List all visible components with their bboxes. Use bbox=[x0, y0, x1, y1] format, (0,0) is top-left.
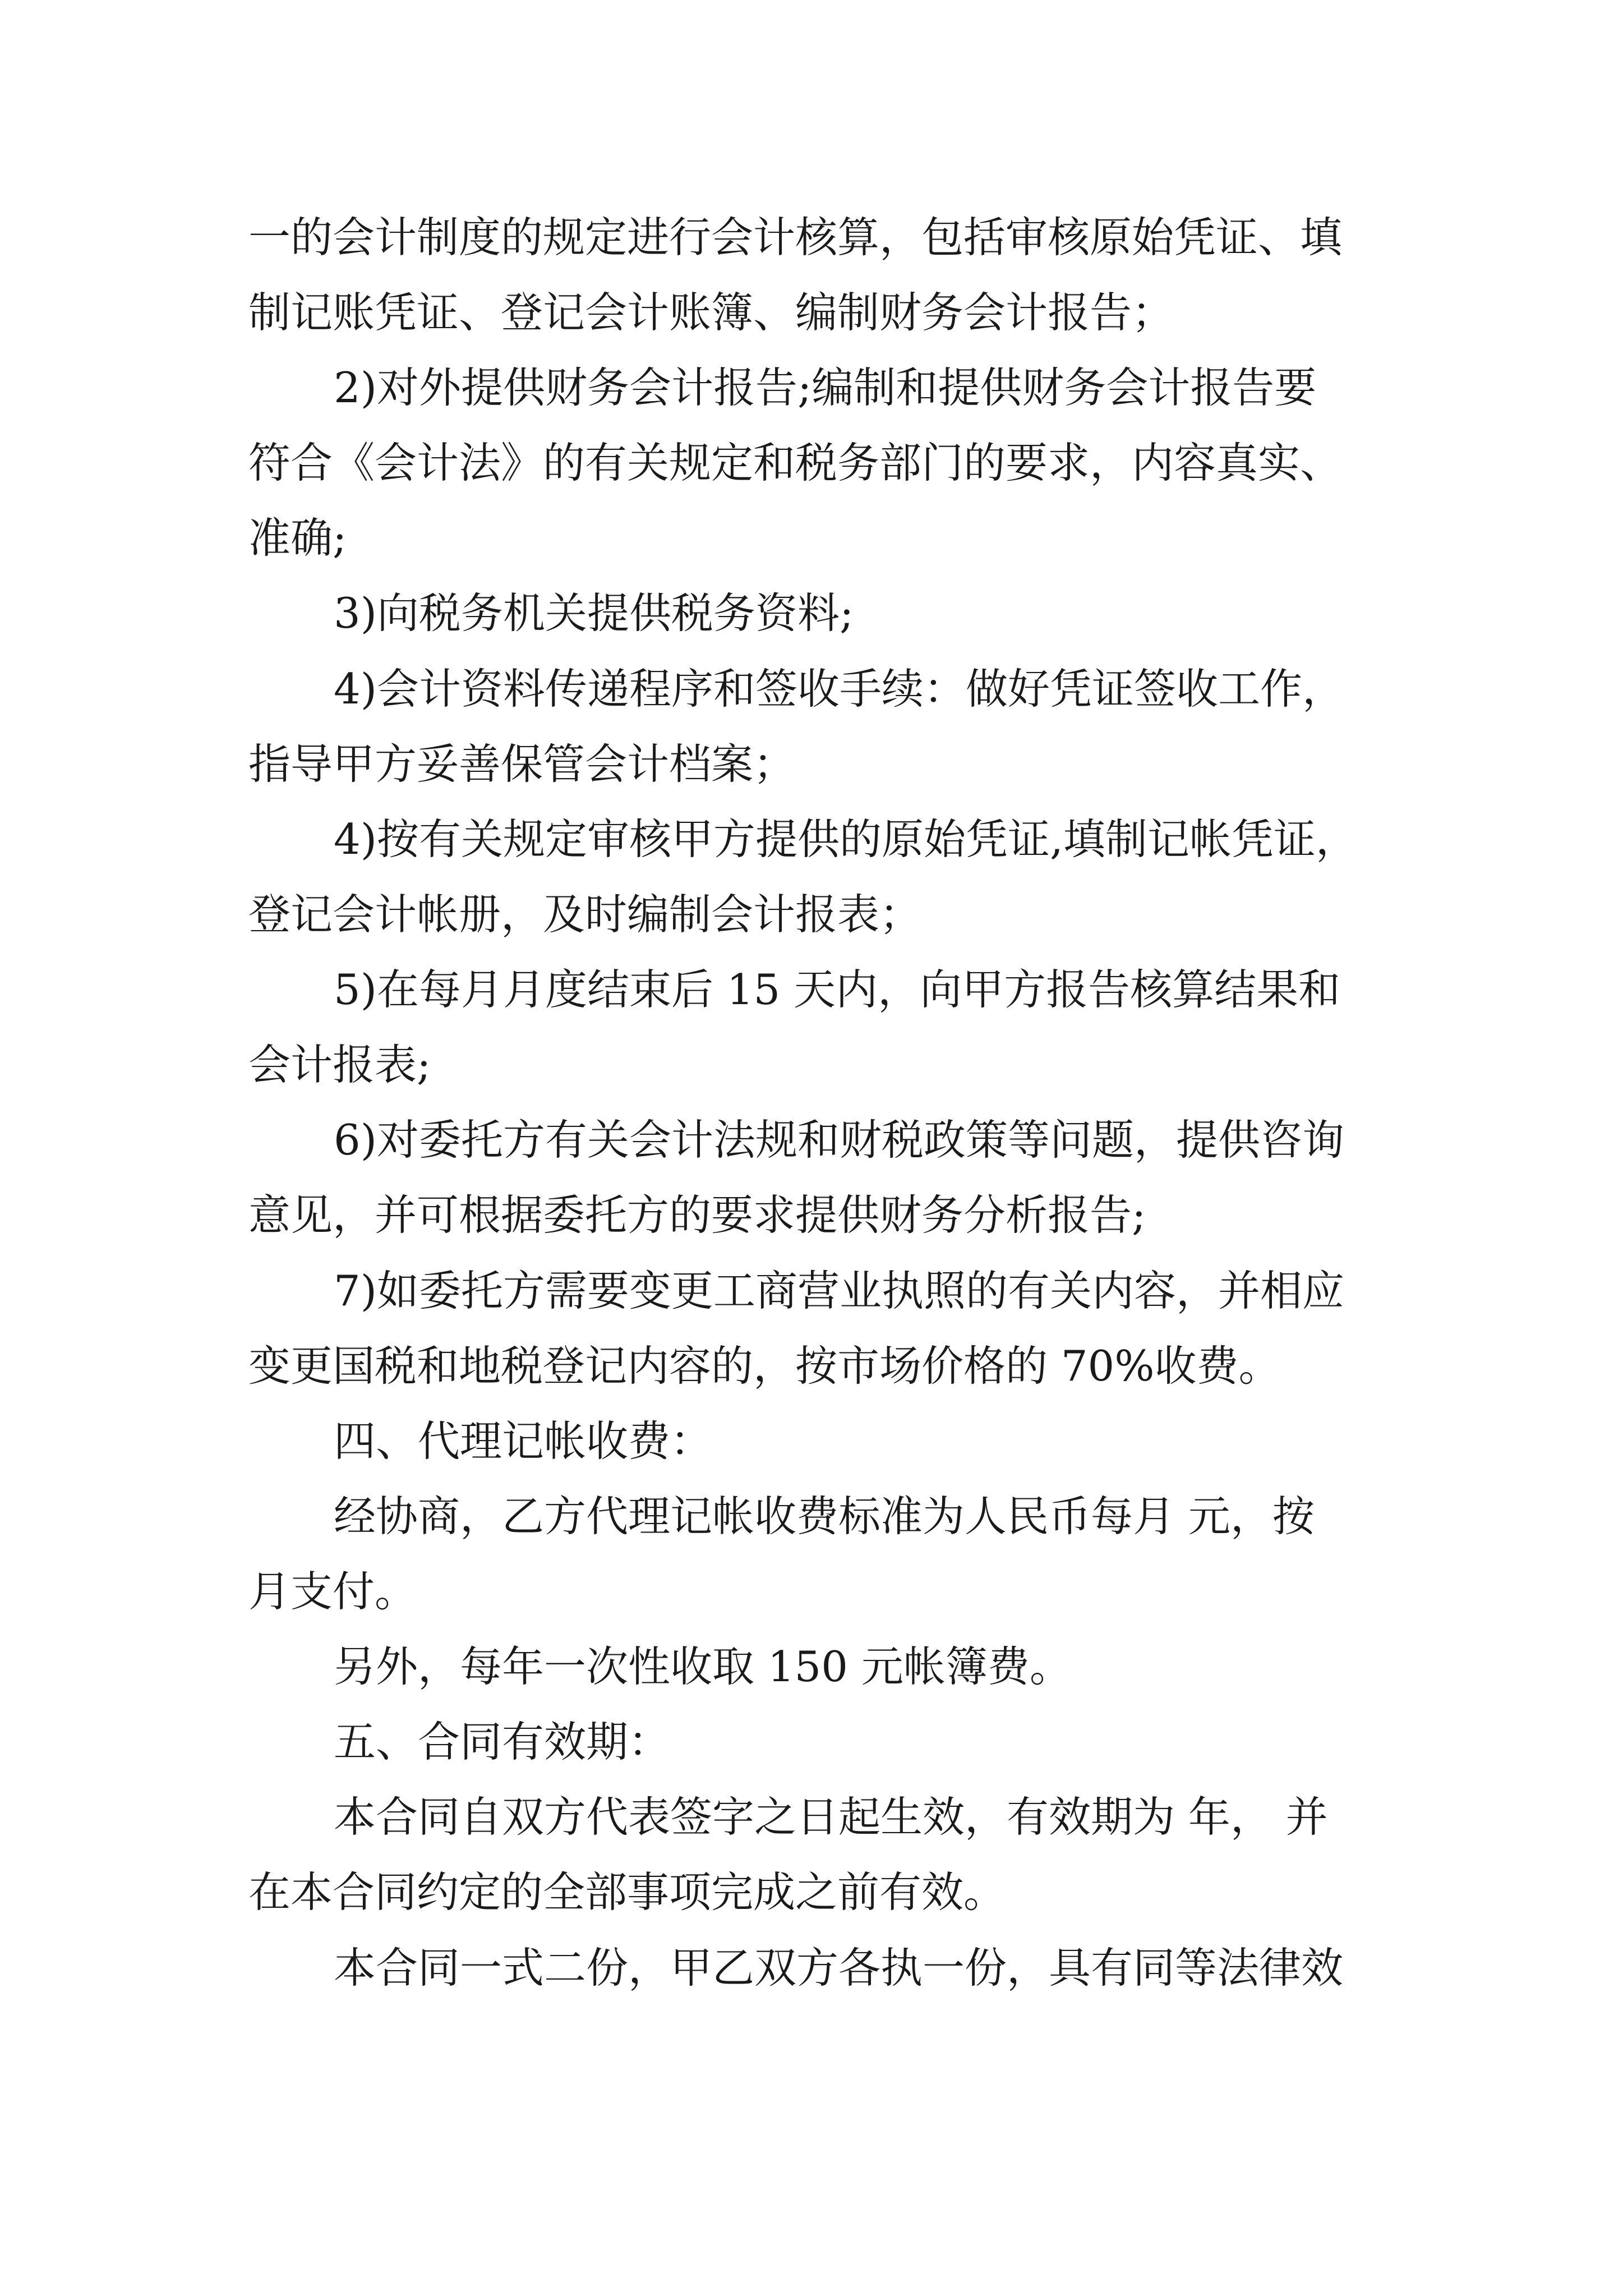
text-line: 在本合同约定的全部事项完成之前有效。 bbox=[248, 1867, 1006, 1917]
text-line: 月支付。 bbox=[248, 1567, 417, 1616]
text-line: 5)在每月月度结束后 15 天内，向甲方报告核算结果和 bbox=[334, 965, 1341, 1014]
text-line: 一的会计制度的规定进行会计核算，包括审核原始凭证、填 bbox=[248, 213, 1343, 262]
text-line: 3)向税务机关提供税务资料; bbox=[334, 588, 854, 638]
text-line: 6)对委托方有关会计法规和财税政策等问题，提供咨询 bbox=[334, 1115, 1344, 1165]
text-line: 经协商，乙方代理记帐收费标准为人民币每月 元，按 bbox=[334, 1492, 1315, 1541]
text-line: 意见，并可根据委托方的要求提供财务分析报告; bbox=[248, 1190, 1146, 1240]
text-line: 准确; bbox=[248, 513, 347, 563]
text-line: 符合《会计法》的有关规定和税务部门的要求，内容真实、 bbox=[248, 438, 1343, 487]
text-line: 另外，每年一次性收取 150 元帐簿费。 bbox=[334, 1642, 1072, 1691]
text-line: 2)对外提供财务会计报告;编制和提供财务会计报告要 bbox=[334, 363, 1317, 412]
text-line: 本合同一式二份，甲乙双方各执一份，具有同等法律效 bbox=[334, 1943, 1344, 1993]
text-line: 指导甲方妥善保管会计档案； bbox=[248, 739, 796, 789]
section-heading: 四、代理记帐收费： bbox=[334, 1416, 713, 1466]
text-line: 登记会计帐册，及时编制会计报表； bbox=[248, 890, 922, 939]
text-line: 7)如委托方需要变更工商营业执照的有关内容，并相应 bbox=[334, 1266, 1344, 1315]
text-line: 4)按有关规定审核甲方提供的原始凭证,填制记帐凭证， bbox=[334, 815, 1358, 864]
text-line: 制记账凭证、登记会计账簿、编制财务会计报告； bbox=[248, 288, 1174, 337]
text-line: 4)会计资料传递程序和签收手续：做好凭证签收工作， bbox=[334, 664, 1344, 714]
text-line: 本合同自双方代表签字之日起生效，有效期为 年， 并 bbox=[334, 1792, 1328, 1842]
text-line: 变更国税和地税登记内容的，按市场价格的 70%收费。 bbox=[248, 1341, 1281, 1391]
section-heading: 五、合同有效期： bbox=[334, 1717, 671, 1766]
text-line: 会计报表; bbox=[248, 1040, 431, 1089]
